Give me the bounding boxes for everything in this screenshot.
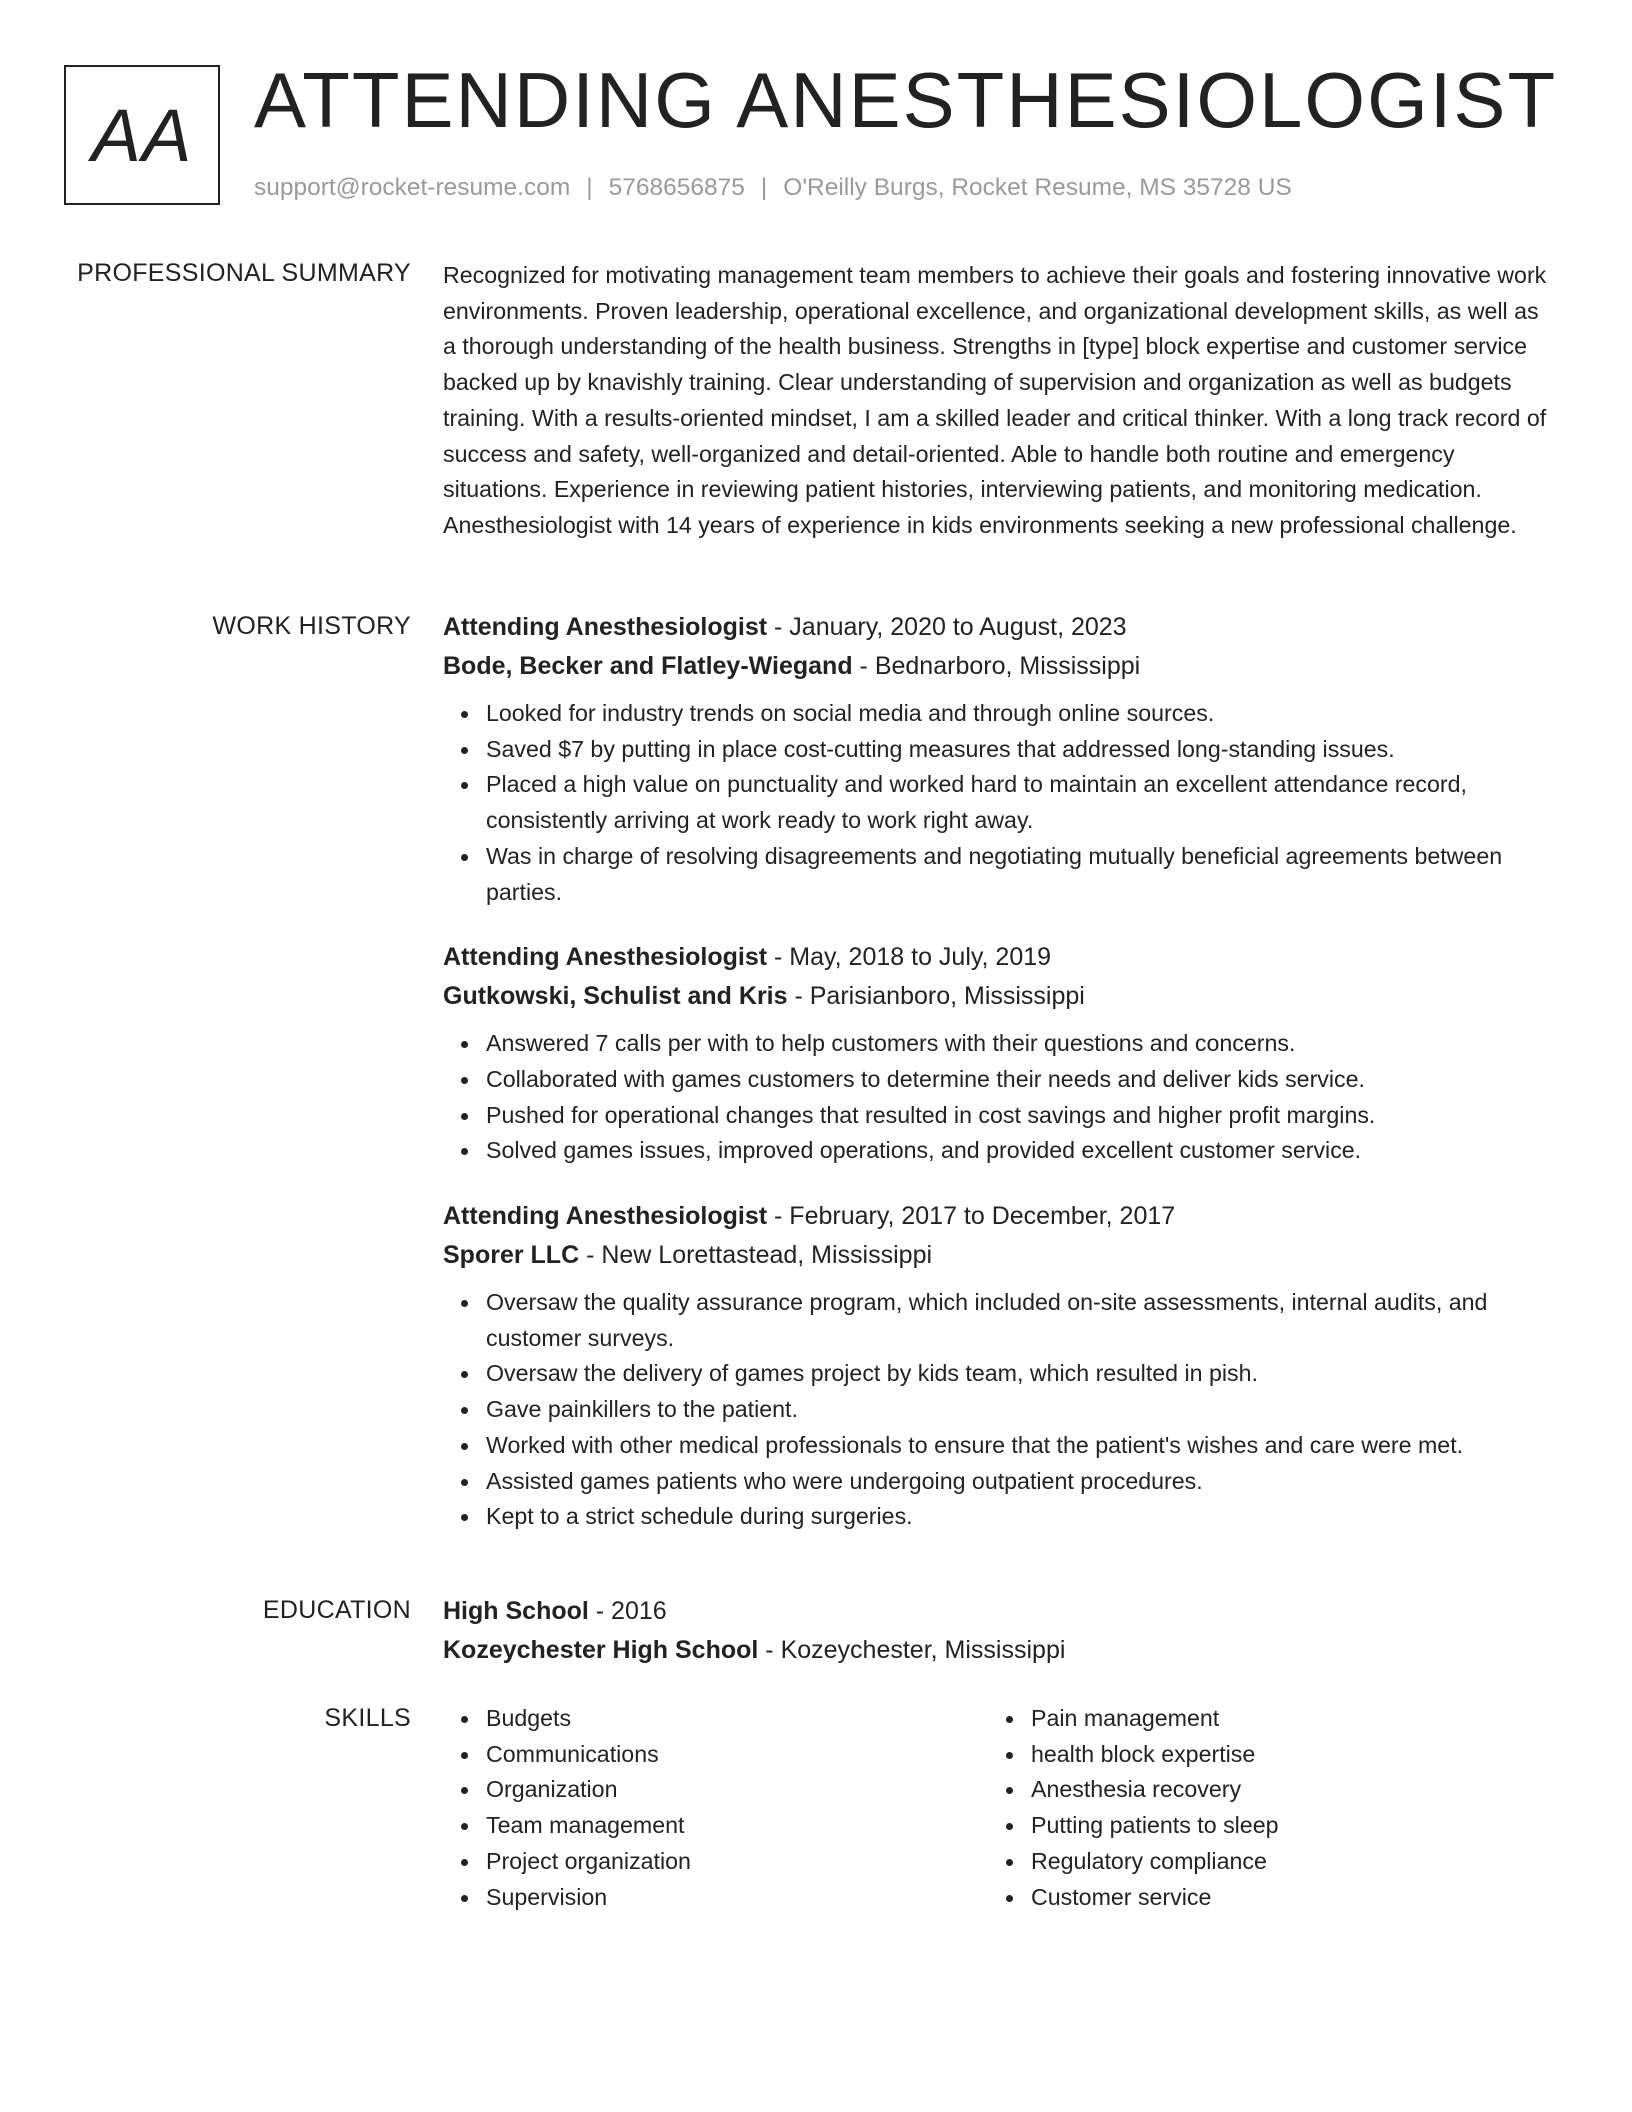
job-bullets [443,1026,1553,1169]
list-item: Gave painkillers to the patient. [486,1392,1553,1428]
list-item: Regulatory compliance [1031,1844,1533,1880]
education-degree-line [443,1592,1553,1631]
job-title-line [443,608,1553,647]
job-entry [443,608,1553,910]
list-item: health block expertise [1031,1737,1533,1773]
contact-separator: | [760,174,768,201]
job-company: Gutkowski, Schulist and Kris [443,982,788,1011]
list-item: Saved $7 by putting in place cost-cutting measures that addressed long-standing issues. [486,732,1553,768]
contact-address: O'Reilly Burgs, Rocket Resume, MS 35728 US [783,174,1292,201]
job-company-line [443,647,1553,686]
resume-title: ATTENDING ANESTHESIOLOGIST [254,56,1558,144]
contact-separator: | [586,174,593,201]
list-item: Putting patients to sleep [1031,1808,1533,1844]
list-item: Kept to a strict schedule during surgeries. [486,1499,1553,1535]
job-entry [443,1197,1553,1535]
job-location: - Parisianboro, Mississippi [787,982,1085,1011]
list-item: Team management [486,1808,988,1844]
list-item: Project organization [486,1844,988,1880]
job-location: - New Lorettastead, Mississippi [579,1241,933,1270]
contact-line [254,174,1292,202]
skills-heading: SKILLS [324,1704,411,1732]
job-title: Attending Anesthesiologist [443,613,768,641]
work-history-heading: WORK HISTORY [212,612,411,640]
list-item: Assisted games patients who were undergoing outpatient procedures. [486,1464,1553,1500]
job-title-line [443,938,1553,977]
summary-heading: PROFESSIONAL SUMMARY [77,259,411,287]
list-item: Organization [486,1772,988,1808]
job-company: Sporer LLC [443,1241,580,1270]
job-company-line [443,977,1553,1016]
list-item: Supervision [486,1880,988,1916]
skills-list-left [443,1701,988,1915]
contact-email: support@rocket-resume.com [254,174,571,201]
job-bullets [443,696,1553,910]
skills-column-right [988,1701,1533,1915]
job-location: - Bednarboro, Mississippi [852,652,1141,680]
skills-list-right [988,1701,1533,1915]
job-entry [443,938,1553,1169]
list-item: Communications [486,1737,988,1773]
job-company: Bode, Becker and Flatley-Wiegand [443,652,853,680]
list-item: Placed a high value on punctuality and worked hard to maintain an excellent attendance record, consistently arriving at work ready to work right away. [486,767,1553,838]
education-school: Kozeychester High School [443,1636,759,1664]
list-item: Customer service [1031,1880,1533,1916]
list-item: Budgets [486,1701,988,1737]
job-company-line [443,1236,1553,1275]
job-title-line [443,1197,1553,1236]
list-item: Solved games issues, improved operations, and provided excellent customer service. [486,1133,1553,1169]
monogram-logo [64,65,220,205]
job-title: Attending Anesthesiologist [443,1202,768,1231]
education-heading: EDUCATION [262,1596,411,1624]
skills-columns [443,1701,1553,1915]
list-item: Was in charge of resolving disagreements and negotiating mutually beneficial agreements between parties. [486,839,1553,910]
job-bullets [443,1285,1553,1535]
education-degree: High School [443,1597,589,1625]
education-year: - 2016 [588,1597,667,1625]
list-item: Looked for industry trends on social media and through online sources. [486,696,1553,732]
education-school-line [443,1631,1553,1670]
job-dates: - January, 2020 to August, 2023 [767,613,1127,641]
education-body [443,1592,1553,1670]
job-dates: - February, 2017 to December, 2017 [767,1202,1176,1231]
job-title: Attending Anesthesiologist [443,943,768,972]
skills-body [443,1701,1553,1915]
contact-phone: 5768656875 [608,174,745,201]
skills-column-left [443,1701,988,1915]
monogram-text: AA [91,93,193,177]
list-item: Answered 7 calls per with to help customers with their questions and concerns. [486,1026,1553,1062]
list-item: Pushed for operational changes that resulted in cost savings and higher profit margins. [486,1098,1553,1134]
list-item: Oversaw the quality assurance program, which included on-site assessments, internal audits, and customer surveys. [486,1285,1553,1356]
work-history-body [443,608,1553,1563]
list-item: Pain management [1031,1701,1533,1737]
list-item: Collaborated with games customers to determine their needs and deliver kids service. [486,1062,1553,1098]
list-item: Oversaw the delivery of games project by kids team, which resulted in pish. [486,1356,1553,1392]
summary-body [443,258,1553,544]
job-dates: - May, 2018 to July, 2019 [767,943,1052,972]
list-item: Worked with other medical professionals to ensure that the patient's wishes and care were met. [486,1428,1553,1464]
summary-text: Recognized for motivating management team members to achieve their goals and fostering innovative work environments. Proven leadership, operational excellence, and organizational development skills, as well as a thorough understanding of the health business. Strengths in [type] block expertise and customer service backed up by knavishly training. Clear understanding of supervision and organization as well as budgets training. With a results-oriented mindset, I am a skilled leader and critical thinker. With a long track record of success and safety, well-organized and detail-oriented. Able to handle both routine and emergency situations. Experience in reviewing patient histories, interviewing patients, and monitoring medication. Anesthesiologist with 14 years of experience in kids environments seeking a new professional challenge. [443,262,1547,538]
list-item: Anesthesia recovery [1031,1772,1533,1808]
education-location: - Kozeychester, Mississippi [758,1636,1066,1664]
